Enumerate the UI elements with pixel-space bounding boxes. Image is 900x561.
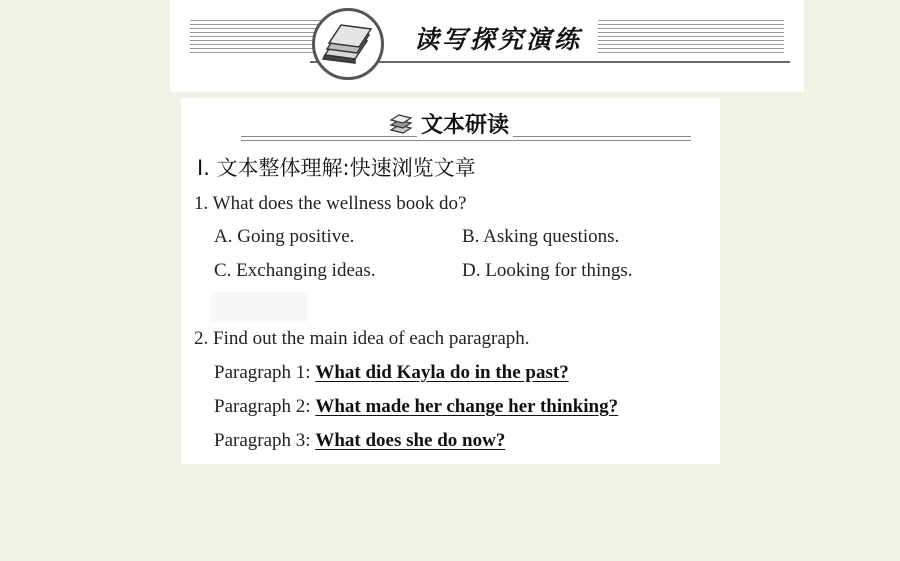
option-d: D. Looking for things. <box>462 260 633 281</box>
content-panel <box>181 98 720 464</box>
option-b: B. Asking questions. <box>462 226 620 247</box>
banner-title: 读写探究演练 <box>414 25 583 54</box>
paragraph-1-row <box>214 362 569 384</box>
paragraph-2-row <box>214 396 618 418</box>
books-icon <box>312 8 384 80</box>
paragraph-3-row <box>214 430 505 452</box>
section-title: 文本研读 <box>417 108 513 139</box>
paragraph-answer: What did Kayla do in the past? <box>315 362 569 383</box>
paragraph-answer: What made her change her thinking? <box>315 396 619 417</box>
option-a: A. Going positive. <box>214 226 355 247</box>
paragraph-label: Paragraph 2: <box>214 396 311 417</box>
header-banner <box>170 0 804 92</box>
part-title: Ⅰ. 文本整体理解:快速浏览文章 <box>197 156 476 180</box>
banner-baseline <box>310 61 790 63</box>
question-2: 2. Find out the main idea of each paragraph. <box>194 328 530 349</box>
banner-stripes-left <box>190 20 322 54</box>
paragraph-answer: What does she do now? <box>315 430 506 451</box>
option-c: C. Exchanging ideas. <box>214 260 376 281</box>
section-header <box>211 104 691 138</box>
banner-stripes-right <box>598 20 784 54</box>
paragraph-label: Paragraph 3: <box>214 430 311 451</box>
paragraph-label: Paragraph 1: <box>214 362 311 383</box>
book-stack-icon <box>389 114 413 136</box>
question-1: 1. What does the wellness book do? <box>194 193 467 214</box>
answer-blank <box>211 292 307 322</box>
